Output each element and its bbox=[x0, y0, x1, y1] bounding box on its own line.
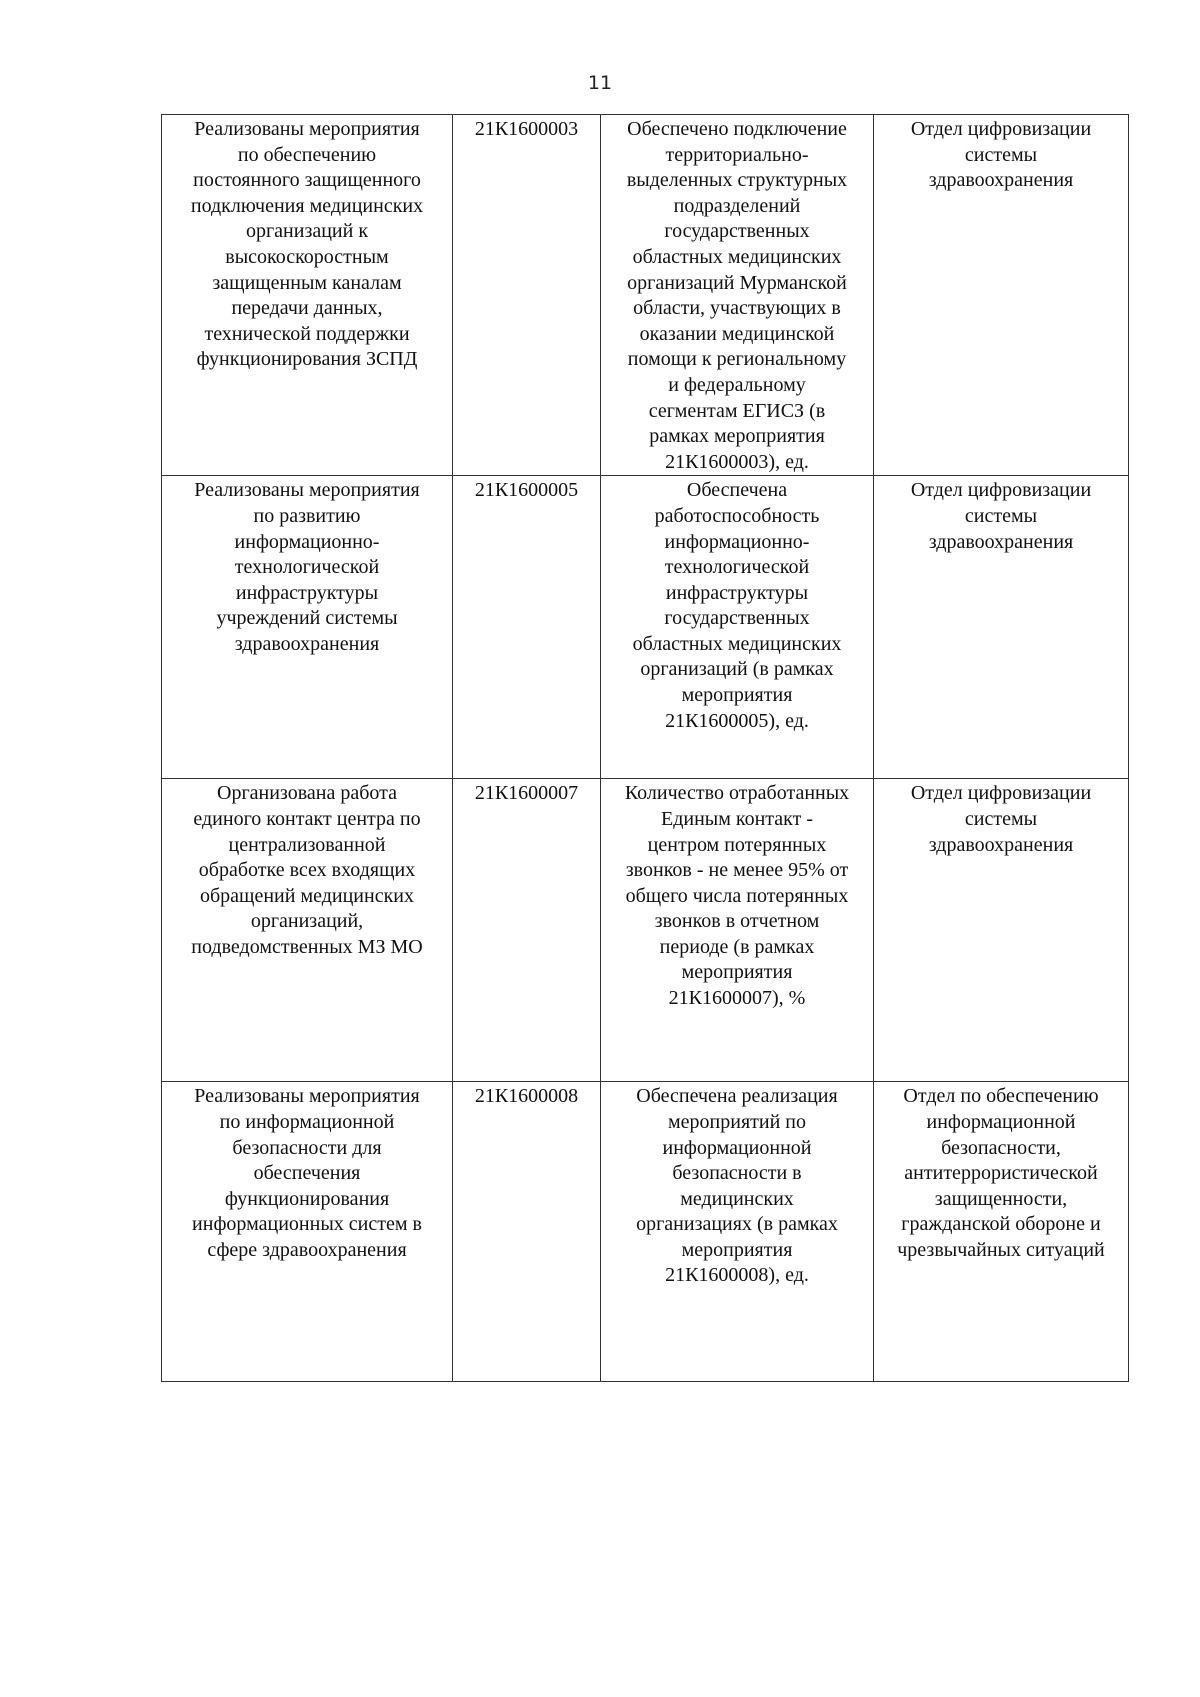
code-cell: 21К1600003 bbox=[453, 115, 601, 476]
responsible-cell: Отдел цифровизации системы здравоохранения bbox=[874, 476, 1129, 779]
task-cell: Реализованы мероприятия по развитию информационно- технологической инфраструктуры учреждений системы здравоохранения bbox=[162, 476, 453, 779]
result-cell: Обеспечено подключение территориально- выделенных структурных подразделений государственных областных медицинских организаций Мурманской области, участвующих в оказании медицинской помощи к региональному и федеральному сегментам ЕГИСЗ (в рамках мероприятия 21К1600003), ед. bbox=[601, 115, 874, 476]
code-cell: 21К1600007 bbox=[453, 779, 601, 1082]
responsible-cell: Отдел по обеспечению информационной безопасности, антитеррористической защищенности, гражданской обороне и чрезвычайных ситуаций bbox=[874, 1082, 1129, 1382]
result-cell: Обеспечена реализация мероприятий по информационной безопасности в медицинских организациях (в рамках мероприятия 21К1600008), ед. bbox=[601, 1082, 874, 1382]
measures-table bbox=[161, 114, 1129, 1382]
page-number: 11 bbox=[587, 72, 613, 94]
responsible-cell: Отдел цифровизации системы здравоохранения bbox=[874, 115, 1129, 476]
result-cell: Обеспечена работоспособность информационно- технологической инфраструктуры государственных областных медицинских организаций (в рамках мероприятия 21К1600005), ед. bbox=[601, 476, 874, 779]
table-row bbox=[162, 1082, 1129, 1382]
result-cell: Количество отработанных Единым контакт - центром потерянных звонков - не менее 95% от общего числа потерянных звонков в отчетном периоде (в рамках мероприятия 21К1600007), % bbox=[601, 779, 874, 1082]
code-cell: 21К1600005 bbox=[453, 476, 601, 779]
task-cell: Реализованы мероприятия по информационной безопасности для обеспечения функционирования информационных систем в сфере здравоохранения bbox=[162, 1082, 453, 1382]
table-row bbox=[162, 115, 1129, 476]
task-cell: Реализованы мероприятия по обеспечению постоянного защищенного подключения медицинских организаций к высокоскоростным защищенным каналам передачи данных, технической поддержки функционирования ЗСПД bbox=[162, 115, 453, 476]
code-cell: 21К1600008 bbox=[453, 1082, 601, 1382]
task-cell: Организована работа единого контакт центра по централизованной обработке всех входящих обращений медицинских организаций, подведомственных МЗ МО bbox=[162, 779, 453, 1082]
table-row bbox=[162, 779, 1129, 1082]
table-row bbox=[162, 476, 1129, 779]
responsible-cell: Отдел цифровизации системы здравоохранения bbox=[874, 779, 1129, 1082]
